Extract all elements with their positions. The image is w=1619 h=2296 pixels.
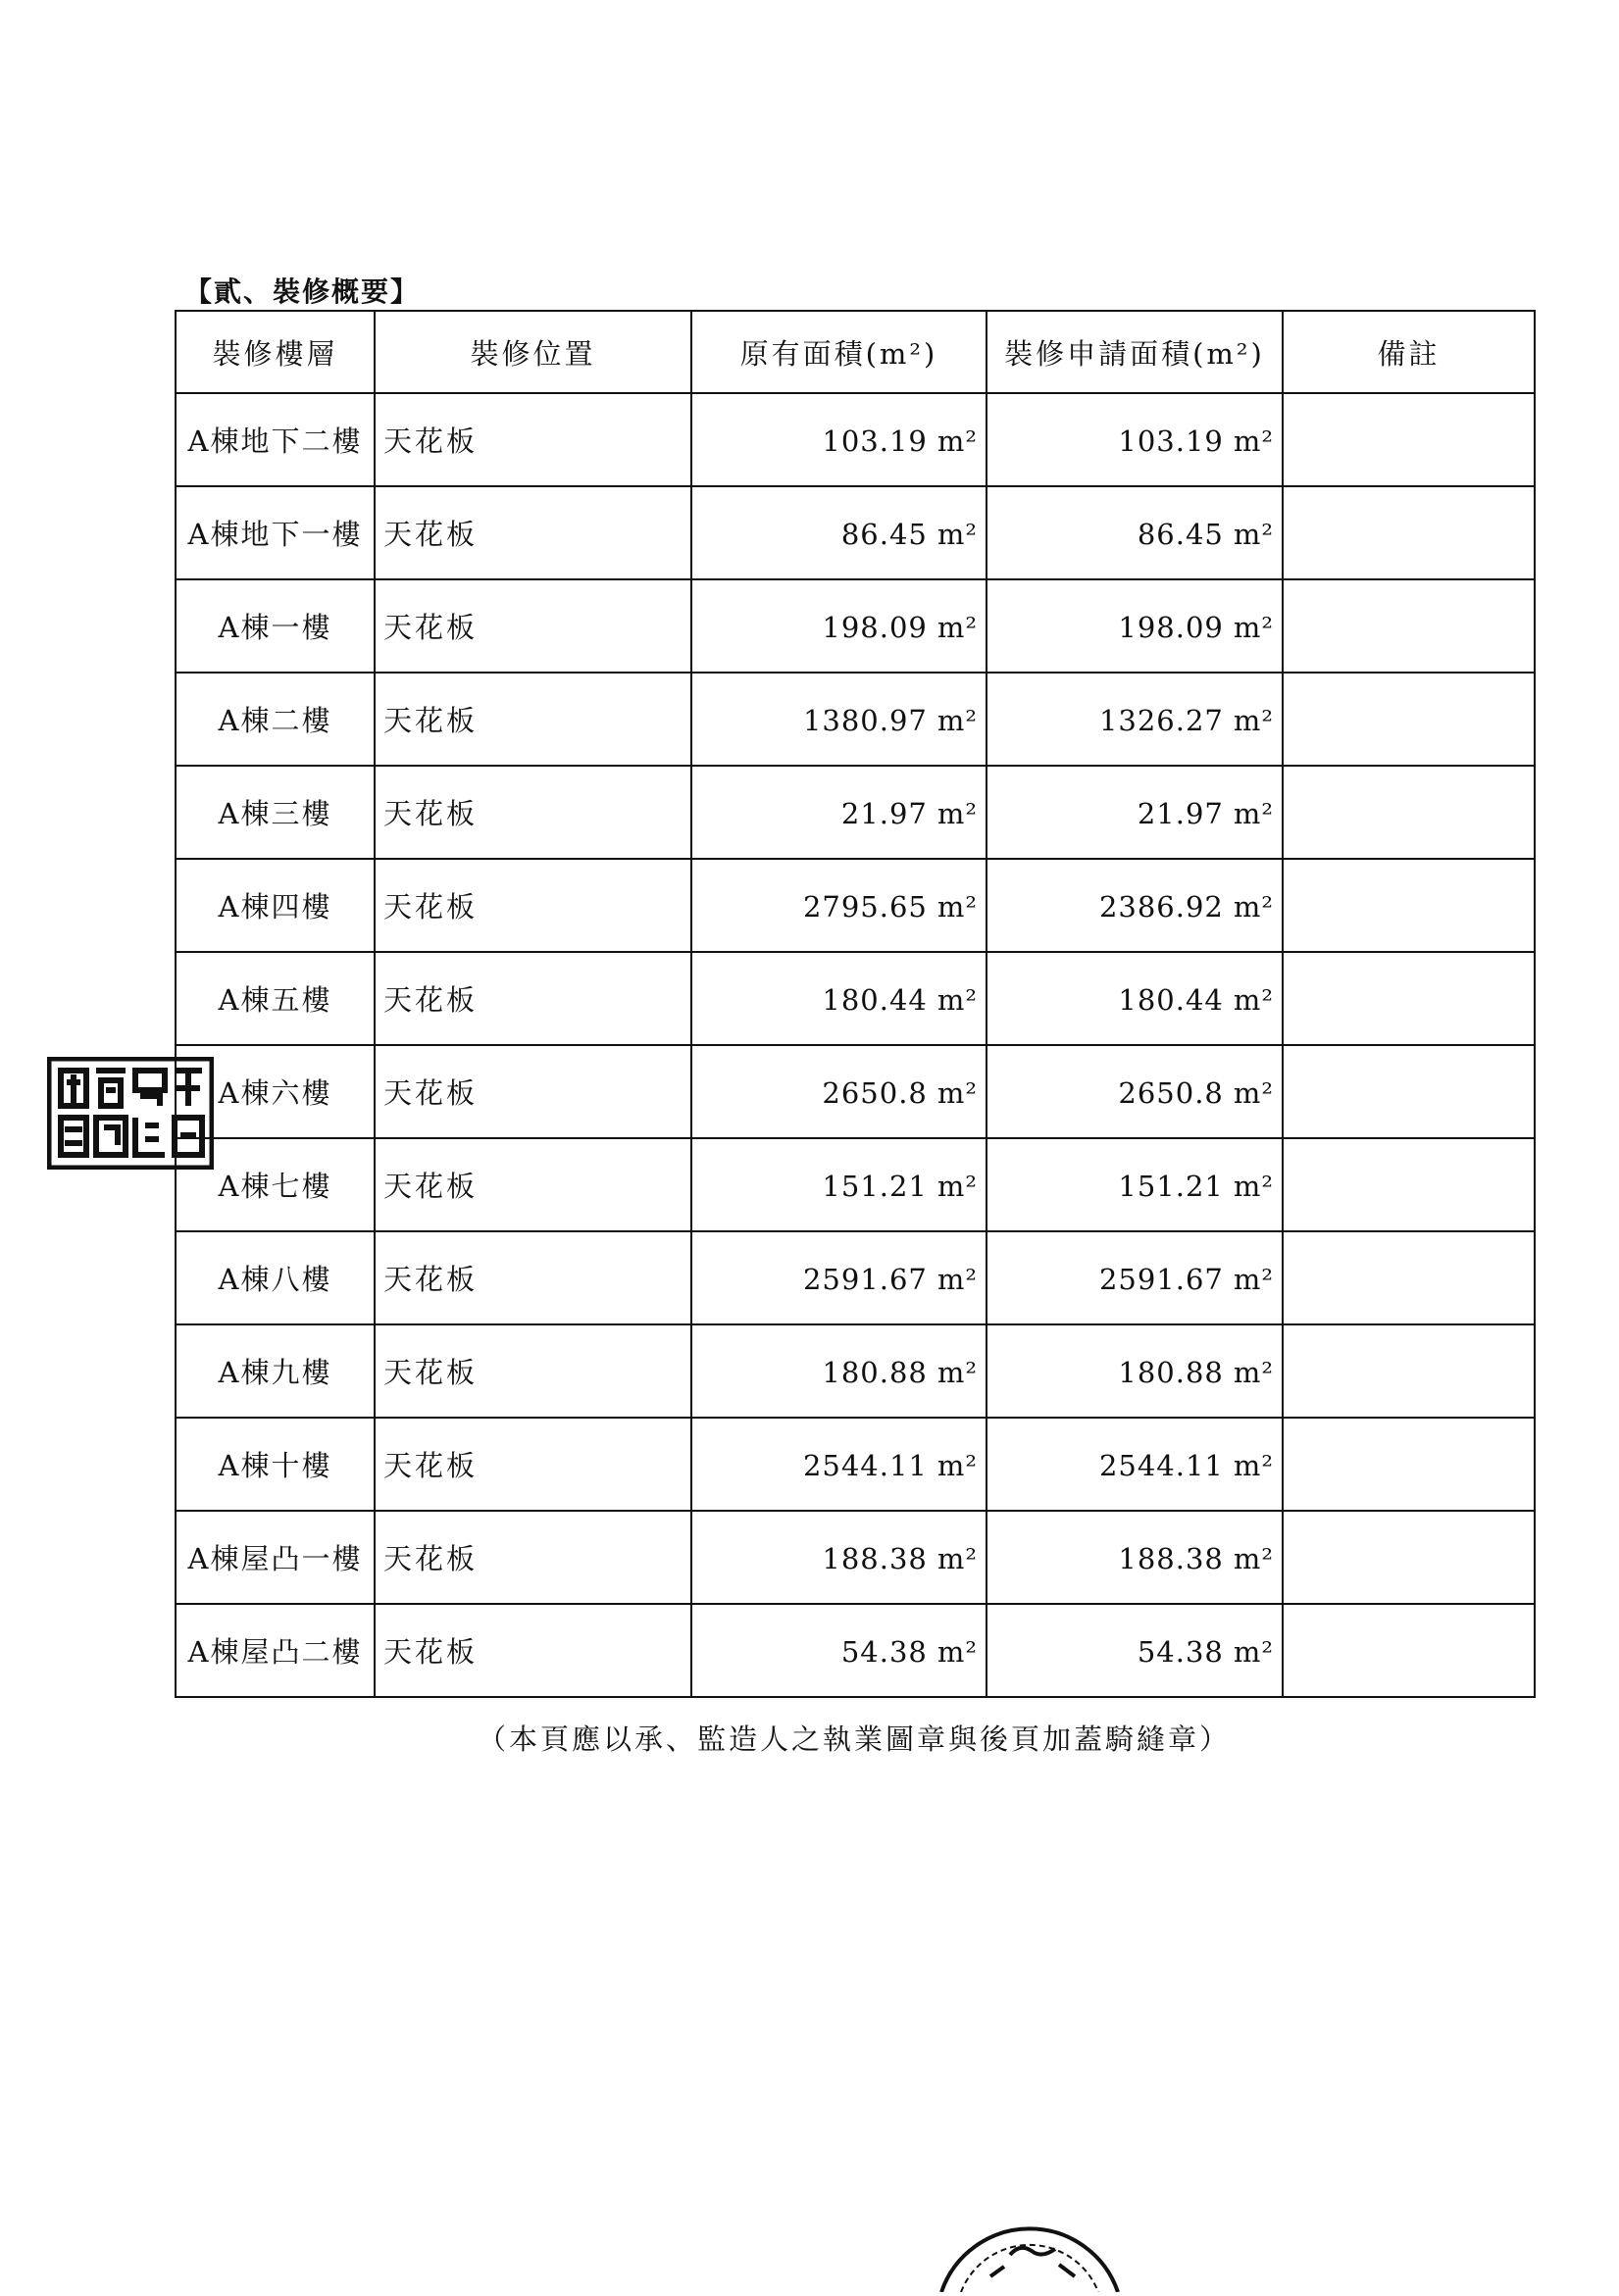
remarks-cell	[1283, 673, 1535, 766]
table-row	[176, 1138, 1535, 1231]
applied-area-value: 180.44	[1118, 982, 1224, 1017]
header-original-area: 原有面積(m²)	[691, 311, 987, 393]
original-area-cell	[691, 1418, 987, 1511]
area-unit: m²	[936, 424, 978, 458]
position-cell: 天花板	[375, 1418, 691, 1511]
position-cell: 天花板	[375, 1324, 691, 1418]
floor-cell: A棟四樓	[176, 859, 375, 952]
floor-cell: A棟八樓	[176, 1231, 375, 1324]
table-row	[176, 486, 1535, 579]
original-area-cell	[691, 859, 987, 952]
original-area-cell	[691, 952, 987, 1045]
header-remarks: 備註	[1283, 311, 1535, 393]
area-unit: m²	[1233, 1355, 1274, 1389]
applied-area-cell	[987, 486, 1283, 579]
applied-area-cell	[987, 1604, 1283, 1697]
table-row	[176, 673, 1535, 766]
original-area-value: 180.44	[822, 982, 928, 1017]
floor-cell: A棟三樓	[176, 766, 375, 859]
floor-cell: A棟七樓	[176, 1138, 375, 1231]
area-unit: m²	[1233, 1448, 1274, 1482]
table-row	[176, 952, 1535, 1045]
floor-cell: A棟十樓	[176, 1418, 375, 1511]
original-area-value: 103.19	[822, 424, 928, 458]
area-unit: m²	[936, 1541, 978, 1575]
header-position: 裝修位置	[375, 311, 691, 393]
applied-area-value: 151.21	[1118, 1169, 1224, 1203]
section-title: 【貳、裝修概要】	[184, 275, 421, 308]
header-floor: 裝修樓層	[176, 311, 375, 393]
position-cell: 天花板	[375, 1511, 691, 1604]
applied-area-cell	[987, 1418, 1283, 1511]
floor-cell: A棟屋凸二樓	[176, 1604, 375, 1697]
position-cell: 天花板	[375, 766, 691, 859]
area-unit: m²	[1233, 1262, 1274, 1296]
applied-area-cell	[987, 1324, 1283, 1418]
original-area-cell	[691, 1231, 987, 1324]
floor-cell: A棟屋凸一樓	[176, 1511, 375, 1604]
original-area-cell	[691, 1138, 987, 1231]
area-unit: m²	[936, 1262, 978, 1296]
area-unit: m²	[1233, 1541, 1274, 1575]
remarks-cell	[1283, 393, 1535, 486]
round-seal-icon	[932, 2225, 1128, 2296]
floor-cell: A棟九樓	[176, 1324, 375, 1418]
applied-area-value: 86.45	[1137, 517, 1224, 551]
remarks-cell	[1283, 1511, 1535, 1604]
area-unit: m²	[1233, 703, 1274, 737]
applied-area-cell	[987, 859, 1283, 952]
area-unit: m²	[936, 1169, 978, 1203]
floor-cell: A棟五樓	[176, 952, 375, 1045]
remarks-cell	[1283, 1418, 1535, 1511]
remarks-cell	[1283, 952, 1535, 1045]
floor-cell: A棟二樓	[176, 673, 375, 766]
original-area-value: 151.21	[822, 1169, 928, 1203]
position-cell: 天花板	[375, 1604, 691, 1697]
table-body	[176, 393, 1535, 1697]
table-row	[176, 1604, 1535, 1697]
original-area-value: 1380.97	[802, 703, 928, 737]
remarks-cell	[1283, 859, 1535, 952]
remarks-cell	[1283, 766, 1535, 859]
original-area-value: 2795.65	[802, 889, 928, 923]
original-area-value: 2591.67	[802, 1262, 928, 1296]
applied-area-value: 198.09	[1118, 610, 1224, 644]
remarks-cell	[1283, 579, 1535, 673]
table-row	[176, 859, 1535, 952]
area-unit: m²	[1233, 1634, 1274, 1669]
applied-area-cell	[987, 1045, 1283, 1138]
area-unit: m²	[1233, 1075, 1274, 1110]
area-unit: m²	[936, 982, 978, 1017]
original-area-value: 198.09	[822, 610, 928, 644]
original-area-value: 54.38	[840, 1634, 928, 1669]
floor-cell: A棟地下二樓	[176, 393, 375, 486]
table-row	[176, 766, 1535, 859]
original-area-cell	[691, 766, 987, 859]
remarks-cell	[1283, 1045, 1535, 1138]
applied-area-cell	[987, 952, 1283, 1045]
position-cell: 天花板	[375, 393, 691, 486]
footnote: （本頁應以承、監造人之執業圖章與後頁加蓋騎縫章）	[477, 1722, 1231, 1756]
applied-area-cell	[987, 1511, 1283, 1604]
original-area-value: 21.97	[840, 796, 928, 830]
original-area-value: 188.38	[822, 1541, 928, 1575]
applied-area-value: 2591.67	[1098, 1262, 1224, 1296]
area-unit: m²	[936, 796, 978, 830]
applied-area-value: 188.38	[1118, 1541, 1224, 1575]
original-area-value: 2650.8	[822, 1075, 928, 1110]
original-area-cell	[691, 673, 987, 766]
table-row	[176, 393, 1535, 486]
applied-area-cell	[987, 1231, 1283, 1324]
original-area-cell	[691, 1604, 987, 1697]
applied-area-value: 54.38	[1137, 1634, 1224, 1669]
applied-area-value: 2650.8	[1118, 1075, 1224, 1110]
remarks-cell	[1283, 1604, 1535, 1697]
table-row	[176, 1045, 1535, 1138]
remarks-cell	[1283, 486, 1535, 579]
area-unit: m²	[936, 889, 978, 923]
position-cell: 天花板	[375, 486, 691, 579]
table-row	[176, 579, 1535, 673]
area-unit: m²	[936, 1075, 978, 1110]
original-area-cell	[691, 486, 987, 579]
position-cell: 天花板	[375, 1045, 691, 1138]
table-row	[176, 1418, 1535, 1511]
applied-area-value: 2386.92	[1098, 889, 1224, 923]
position-cell: 天花板	[375, 1138, 691, 1231]
position-cell: 天花板	[375, 859, 691, 952]
position-cell: 天花板	[375, 579, 691, 673]
area-unit: m²	[1233, 889, 1274, 923]
applied-area-value: 21.97	[1137, 796, 1224, 830]
original-area-cell	[691, 1511, 987, 1604]
area-unit: m²	[936, 610, 978, 644]
applied-area-cell	[987, 766, 1283, 859]
original-area-value: 180.88	[822, 1355, 928, 1389]
remarks-cell	[1283, 1324, 1535, 1418]
applied-area-value: 180.88	[1118, 1355, 1224, 1389]
position-cell: 天花板	[375, 1231, 691, 1324]
applied-area-cell	[987, 579, 1283, 673]
area-unit: m²	[1233, 517, 1274, 551]
table-row	[176, 1324, 1535, 1418]
floor-cell: A棟地下一樓	[176, 486, 375, 579]
renovation-summary-table	[175, 310, 1536, 1698]
applied-area-cell	[987, 1138, 1283, 1231]
area-unit: m²	[936, 1448, 978, 1482]
original-area-cell	[691, 393, 987, 486]
table-row	[176, 1511, 1535, 1604]
remarks-cell	[1283, 1231, 1535, 1324]
area-unit: m²	[1233, 796, 1274, 830]
header-applied-area: 裝修申請面積(m²)	[987, 311, 1283, 393]
square-seal-icon	[47, 1057, 214, 1173]
original-area-value: 86.45	[840, 517, 928, 551]
area-unit: m²	[936, 1634, 978, 1669]
original-area-cell	[691, 1324, 987, 1418]
remarks-cell	[1283, 1138, 1535, 1231]
floor-cell: A棟一樓	[176, 579, 375, 673]
applied-area-value: 1326.27	[1098, 703, 1224, 737]
area-unit: m²	[1233, 610, 1274, 644]
original-area-cell	[691, 579, 987, 673]
applied-area-value: 103.19	[1118, 424, 1224, 458]
area-unit: m²	[1233, 424, 1274, 458]
original-area-value: 2544.11	[802, 1448, 928, 1482]
area-unit: m²	[936, 1355, 978, 1389]
table-row	[176, 1231, 1535, 1324]
table-header-row	[176, 311, 1535, 393]
original-area-cell	[691, 1045, 987, 1138]
applied-area-value: 2544.11	[1098, 1448, 1224, 1482]
area-unit: m²	[1233, 982, 1274, 1017]
position-cell: 天花板	[375, 673, 691, 766]
area-unit: m²	[1233, 1169, 1274, 1203]
applied-area-cell	[987, 673, 1283, 766]
area-unit: m²	[936, 703, 978, 737]
area-unit: m²	[936, 517, 978, 551]
floor-cell: A棟六樓	[176, 1045, 375, 1138]
position-cell: 天花板	[375, 952, 691, 1045]
applied-area-cell	[987, 393, 1283, 486]
